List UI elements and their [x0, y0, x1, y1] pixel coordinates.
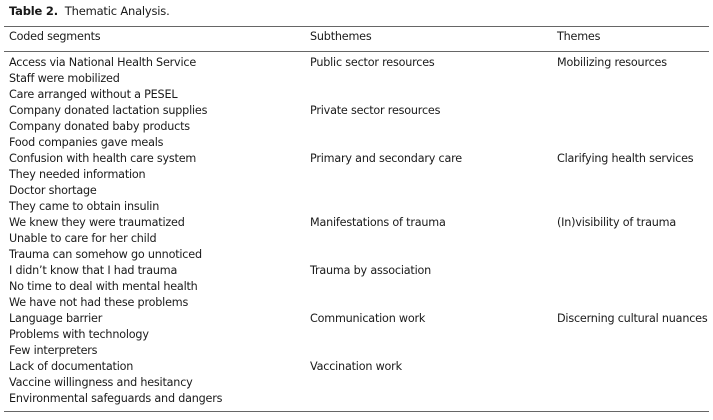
subtheme-cell: Communication work — [310, 312, 426, 325]
table-title: Thematic Analysis. — [64, 4, 170, 18]
table-row — [0, 231, 713, 247]
table-row — [0, 87, 713, 103]
coded-segment-cell: They came to obtain insulin — [9, 200, 160, 213]
table-row — [0, 151, 713, 167]
coded-segment-cell: Doctor shortage — [9, 184, 97, 197]
subtheme-cell: Primary and secondary care — [310, 152, 462, 165]
subtheme-cell: Public sector resources — [310, 56, 435, 69]
table-row — [0, 119, 713, 135]
theme-cell: Discerning cultural nuances — [557, 312, 708, 325]
header-row — [0, 29, 713, 45]
coded-segment-cell: Confusion with health care system — [9, 152, 197, 165]
coded-segment-cell: Care arranged without a PESEL — [9, 88, 178, 101]
table-row — [0, 135, 713, 151]
coded-segment-cell: Access via National Health Service — [9, 56, 197, 69]
coded-segment-cell: Problems with technology — [9, 328, 149, 341]
table-row — [0, 167, 713, 183]
coded-segment-cell: Vaccine willingness and hesitancy — [9, 376, 193, 389]
table-row — [0, 375, 713, 391]
subtheme-cell: Manifestations of trauma — [310, 216, 446, 229]
table-row — [0, 215, 713, 231]
table-row — [0, 263, 713, 279]
table-row — [0, 55, 713, 71]
coded-segment-cell: Environmental safeguards and dangers — [9, 392, 223, 405]
table-row — [0, 103, 713, 119]
table-caption — [9, 4, 170, 18]
coded-segment-cell: Food companies gave meals — [9, 136, 164, 149]
subtheme-cell: Vaccination work — [310, 360, 402, 373]
table-row — [0, 327, 713, 343]
table-row — [0, 391, 713, 407]
table-row — [0, 343, 713, 359]
theme-cell: Mobilizing resources — [557, 56, 667, 69]
header-coded-segments: Coded segments — [9, 30, 101, 43]
coded-segment-cell: Staff were mobilized — [9, 72, 120, 85]
coded-segment-cell: Unable to care for her child — [9, 232, 157, 245]
table-row — [0, 71, 713, 87]
table-row — [0, 311, 713, 327]
table-row — [0, 279, 713, 295]
bottom-rule — [4, 411, 709, 412]
coded-segment-cell: Lack of documentation — [9, 360, 134, 373]
table-row — [0, 199, 713, 215]
header-subthemes: Subthemes — [310, 30, 372, 43]
coded-segment-cell: We have not had these problems — [9, 296, 189, 309]
coded-segment-cell: They needed information — [9, 168, 146, 181]
coded-segment-cell: Company donated lactation supplies — [9, 104, 208, 117]
subtheme-cell: Trauma by association — [310, 264, 432, 277]
coded-segment-cell: No time to deal with mental health — [9, 280, 198, 293]
table-row — [0, 295, 713, 311]
theme-cell: (In)visibility of trauma — [557, 216, 677, 229]
coded-segment-cell: I didn’t know that I had trauma — [9, 264, 178, 277]
coded-segment-cell: Company donated baby products — [9, 120, 190, 133]
table-row — [0, 183, 713, 199]
table-row — [0, 359, 713, 375]
coded-segment-cell: Few interpreters — [9, 344, 98, 357]
header-rule — [4, 51, 709, 52]
header-themes: Themes — [557, 30, 601, 43]
coded-segment-cell: Language barrier — [9, 312, 103, 325]
theme-cell: Clarifying health services — [557, 152, 694, 165]
coded-segment-cell: We knew they were traumatized — [9, 216, 185, 229]
table-label: Table 2. — [9, 4, 58, 18]
table-row — [0, 247, 713, 263]
subtheme-cell: Private sector resources — [310, 104, 441, 117]
top-rule — [4, 26, 709, 27]
coded-segment-cell: Trauma can somehow go unnoticed — [9, 248, 202, 261]
